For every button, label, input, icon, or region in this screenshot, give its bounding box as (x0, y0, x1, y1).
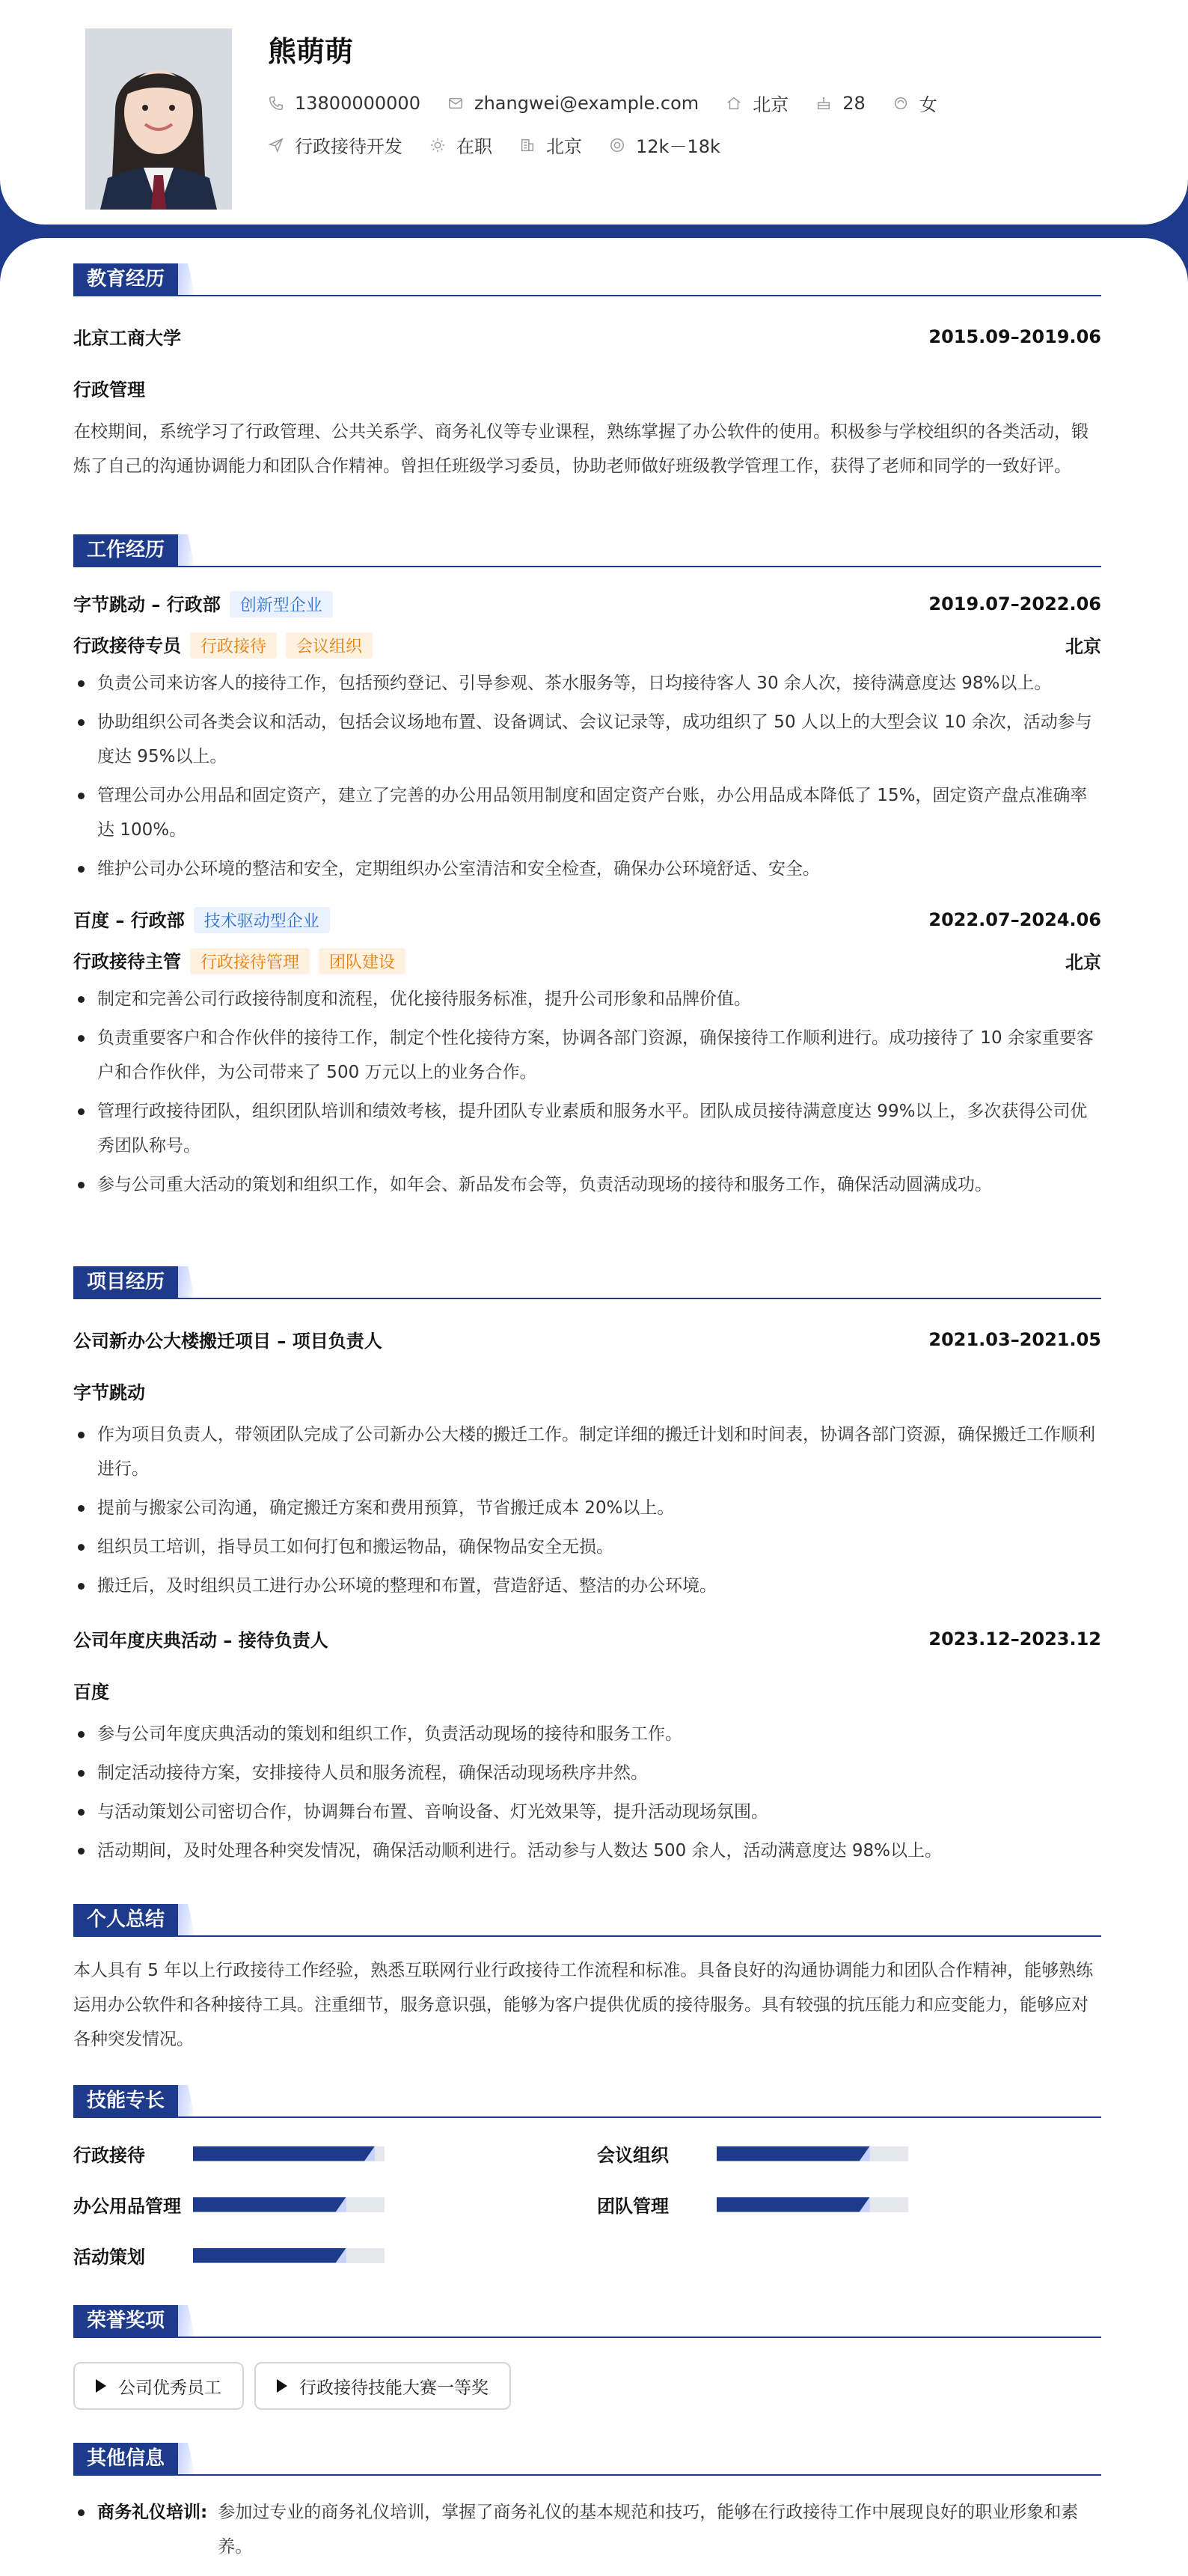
work-position-row (73, 947, 1101, 974)
work-city-text: 北京 (546, 136, 582, 157)
phone-icon (268, 95, 284, 112)
skill-name: 会议组织 (597, 2145, 669, 2166)
work-company-row (73, 906, 1101, 933)
work-location: 北京 (1065, 636, 1101, 657)
skill-tag: 行政接待管理 (190, 948, 310, 974)
skill-name: 活动策划 (73, 2247, 145, 2268)
triangle-icon (277, 2379, 287, 2393)
list-item: 作为项目负责人，带领团队完成了公司新办公大楼的搬迁工作。制定详细的搬迁计划和时间表，协调各部门资源，确保搬迁工作顺利进行。 (73, 1417, 1101, 1486)
skills-section (73, 2085, 1101, 2280)
section-divider (73, 1298, 1101, 1299)
gender-item (892, 90, 937, 116)
list-item: 搬迁后，及时组织员工进行办公环境的整理和布置，营造舒适、整洁的办公环境。 (73, 1569, 1101, 1603)
section-title: 其他信息 (73, 2443, 178, 2474)
resume-body (0, 238, 1188, 2576)
school-name: 北京工商大学 (73, 328, 181, 349)
skill-tag: 会议组织 (286, 632, 373, 659)
section-header (73, 1904, 1101, 1937)
section-title: 技能专长 (73, 2085, 178, 2116)
section-header (73, 2305, 1101, 2338)
skill-name: 团队管理 (597, 2196, 669, 2217)
work-entry (73, 906, 1101, 1202)
company-name: 百度 – 行政部 (73, 910, 185, 931)
project-title: 公司年度庆典活动 – 接待负责人 (73, 1630, 328, 1651)
skill-bar-fill (717, 2197, 870, 2212)
skill-bar (193, 2197, 385, 2212)
salary-item (609, 132, 720, 158)
skill-bar-fill (717, 2146, 870, 2161)
work-bullets (73, 982, 1101, 1202)
salary-text: 12k－18k (636, 136, 720, 157)
other-list (73, 2495, 1101, 2564)
company-tag: 技术驱动型企业 (194, 907, 330, 933)
job-row (268, 132, 747, 158)
cake-icon (815, 95, 832, 112)
project-org: 百度 (73, 1682, 109, 1703)
education-period: 2015.09–2019.06 (928, 326, 1101, 347)
work-period: 2019.07–2022.06 (928, 593, 1101, 614)
phone-item (268, 93, 420, 114)
section-divider (73, 566, 1101, 567)
position-name: 行政接待专员 (73, 635, 181, 656)
project-entry (73, 1326, 1101, 1603)
age-text: 28 (842, 92, 866, 114)
section-title: 个人总结 (73, 1904, 178, 1935)
work-company-row (73, 590, 1101, 617)
skill-item (597, 2140, 908, 2167)
project-bullets (73, 1717, 1101, 1868)
send-icon (268, 137, 284, 153)
section-header (73, 2085, 1101, 2118)
company-tag: 创新型企业 (230, 591, 333, 617)
skill-item (73, 2140, 385, 2167)
work-city-item (519, 132, 582, 158)
email-item (447, 93, 699, 114)
building-icon (519, 137, 536, 153)
education-row (73, 323, 1101, 350)
award-text: 行政接待技能大赛一等奖 (299, 2378, 489, 2398)
avatar-illustration (85, 28, 232, 210)
section-title: 荣誉奖项 (73, 2305, 178, 2337)
job-text: 行政接待开发 (295, 136, 402, 157)
awards-list (73, 2362, 1101, 2410)
status-text: 在职 (456, 136, 492, 157)
skill-bar-fill (193, 2197, 346, 2212)
major-name: 行政管理 (73, 379, 145, 400)
list-item: 组织员工培训，指导员工如何打包和搬运物品，确保物品安全无损。 (73, 1530, 1101, 1564)
project-period: 2021.03–2021.05 (928, 1328, 1101, 1350)
awards-section (73, 2305, 1101, 2410)
job-item (268, 132, 402, 158)
list-item: 制定和完善公司行政接待制度和流程，优化接待服务标准，提升公司形象和品牌价值。 (73, 982, 1101, 1016)
work-section (73, 534, 1101, 1202)
skill-bar (193, 2146, 385, 2161)
award-chip (73, 2362, 244, 2410)
position-name: 行政接待主管 (73, 951, 181, 972)
project-bullets (73, 1417, 1101, 1603)
gender-text: 女 (919, 94, 937, 115)
skill-item (597, 2191, 908, 2218)
gender-icon (892, 95, 909, 112)
section-divider (73, 295, 1101, 296)
resume-header (0, 0, 1188, 225)
project-title-row (73, 1326, 1101, 1352)
list-item: 维护公司办公环境的整洁和安全，定期组织办公室清洁和安全检查，确保办公环境舒适、安全。 (73, 852, 1101, 886)
list-item: 参与公司重大活动的策划和组织工作，如年会、新品发布会等，负责活动现场的接待和服务工作，确保活动圆满成功。 (73, 1168, 1101, 1202)
project-org-row (73, 1677, 1101, 1703)
age-item (815, 93, 866, 114)
section-divider (73, 1935, 1101, 1937)
section-divider (73, 2474, 1101, 2476)
section-header (73, 2443, 1101, 2476)
gear-icon (429, 137, 446, 153)
education-desc: 在校期间，系统学习了行政管理、公共关系学、商务礼仪等专业课程，熟练掌握了办公软件的使用。积极参与学校组织的各类活动，锻炼了自己的沟通协调能力和团队合作精神。曾担任班级学习委员，协助老师做好班级教学管理工作，获得了老师和同学的一致好评。 (73, 422, 1089, 476)
work-bullets (73, 666, 1101, 886)
project-entry (73, 1626, 1101, 1868)
skill-tag: 团队建设 (319, 948, 405, 974)
work-period: 2022.07–2024.06 (928, 909, 1101, 930)
list-item: 管理公司办公用品和固定资产，建立了完善的办公用品领用制度和固定资产台账，办公用品成本降低了 15%，固定资产盘点准确率达 100%。 (73, 778, 1101, 847)
city-item (726, 90, 789, 116)
award-chip (254, 2362, 511, 2410)
summary-text: 本人具有 5 年以上行政接待工作经验，熟悉互联网行业行政接待工作流程和标准。具备良好的沟通协调能力和团队合作精神，能够熟练运用办公软件和各种接待工具。注重细节，服务意识强，能够为客户提供优质的接待服务。具有较强的抗压能力和应变能力，能够应对各种突发情况。 (73, 1961, 1094, 2049)
coin-icon (609, 137, 625, 153)
section-title: 项目经历 (73, 1266, 178, 1298)
other-section (73, 2443, 1101, 2564)
city-text: 北京 (753, 94, 789, 115)
skill-tag: 行政接待 (190, 632, 277, 659)
work-position-row (73, 631, 1101, 659)
project-period: 2023.12–2023.12 (928, 1628, 1101, 1649)
major-row (73, 375, 1101, 401)
candidate-name: 熊萌萌 (268, 35, 354, 68)
company-name: 字节跳动 – 行政部 (73, 594, 221, 615)
contact-row (268, 90, 964, 116)
section-title: 工作经历 (73, 534, 178, 566)
skill-bar (717, 2146, 908, 2161)
work-location: 北京 (1065, 952, 1101, 973)
section-header (73, 1266, 1101, 1299)
skill-bar (193, 2248, 385, 2263)
skill-bar-fill (193, 2248, 346, 2263)
list-item: 制定活动接待方案，安排接待人员和服务流程，确保活动现场秩序井然。 (73, 1756, 1101, 1790)
phone-text: 13800000000 (295, 92, 420, 114)
home-icon (726, 95, 742, 112)
list-item: 活动期间，及时处理各种突发情况，确保活动顺利进行。活动参与人数达 500 余人，活动满意度达 98%以上。 (73, 1834, 1101, 1868)
list-item: 负责公司来访客人的接待工作，包括预约登记、引导参观、茶水服务等，日均接待客人 30 余人次，接待满意度达 98%以上。 (73, 666, 1101, 701)
list-item: 协助组织公司各类会议和活动，包括会议场地布置、设备调试、会议记录等，成功组织了 50 人以上的大型会议 10 余次，活动参与度达 95%以上。 (73, 705, 1101, 774)
skill-bar (717, 2197, 908, 2212)
list-item (73, 2495, 1101, 2564)
project-org-row (73, 1378, 1101, 1404)
summary-section (73, 1904, 1101, 2057)
project-section (73, 1266, 1101, 1868)
section-header (73, 263, 1101, 296)
triangle-icon (96, 2379, 106, 2393)
list-item: 管理行政接待团队，组织团队培训和绩效考核，提升团队专业素质和服务水平。团队成员接待满意度达 99%以上，多次获得公司优秀团队称号。 (73, 1094, 1101, 1163)
section-divider (73, 2116, 1101, 2118)
mail-icon (447, 95, 464, 112)
email-text: zhangwei@example.com (474, 92, 699, 114)
project-title: 公司新办公大楼搬迁项目 – 项目负责人 (73, 1331, 382, 1352)
skill-name: 行政接待 (73, 2145, 145, 2166)
skill-item (73, 2191, 385, 2218)
section-header (73, 534, 1101, 567)
list-item: 与活动策划公司密切合作，协调舞台布置、音响设备、灯光效果等，提升活动现场氛围。 (73, 1795, 1101, 1829)
project-title-row (73, 1626, 1101, 1652)
education-section (73, 263, 1101, 483)
list-item: 参与公司年度庆典活动的策划和组织工作，负责活动现场的接待和服务工作。 (73, 1717, 1101, 1751)
project-org: 字节跳动 (73, 1382, 145, 1403)
status-item (429, 132, 492, 158)
award-text: 公司优秀员工 (118, 2378, 221, 2398)
section-divider (73, 2337, 1101, 2338)
list-item: 负责重要客户和合作伙伴的接待工作，制定个性化接待方案，协调各部门资源，确保接待工作顺利进行。成功接待了 10 余家重要客户和合作伙伴，为公司带来了 500 万元以上的业务合作。 (73, 1021, 1101, 1090)
skill-item (73, 2242, 385, 2268)
other-label: 商务礼仪培训: (97, 2503, 208, 2522)
avatar-photo (85, 28, 232, 210)
other-text: 参加过专业的商务礼仪培训，掌握了商务礼仪的基本规范和技巧，能够在行政接待工作中展现良好的职业形象和素养。 (218, 2503, 1079, 2557)
work-entry (73, 590, 1101, 886)
skill-bar-fill (193, 2146, 375, 2161)
list-item: 提前与搬家公司沟通，确定搬迁方案和费用预算，节省搬迁成本 20%以上。 (73, 1491, 1101, 1525)
section-title: 教育经历 (73, 263, 178, 295)
skill-name: 办公用品管理 (73, 2196, 181, 2217)
